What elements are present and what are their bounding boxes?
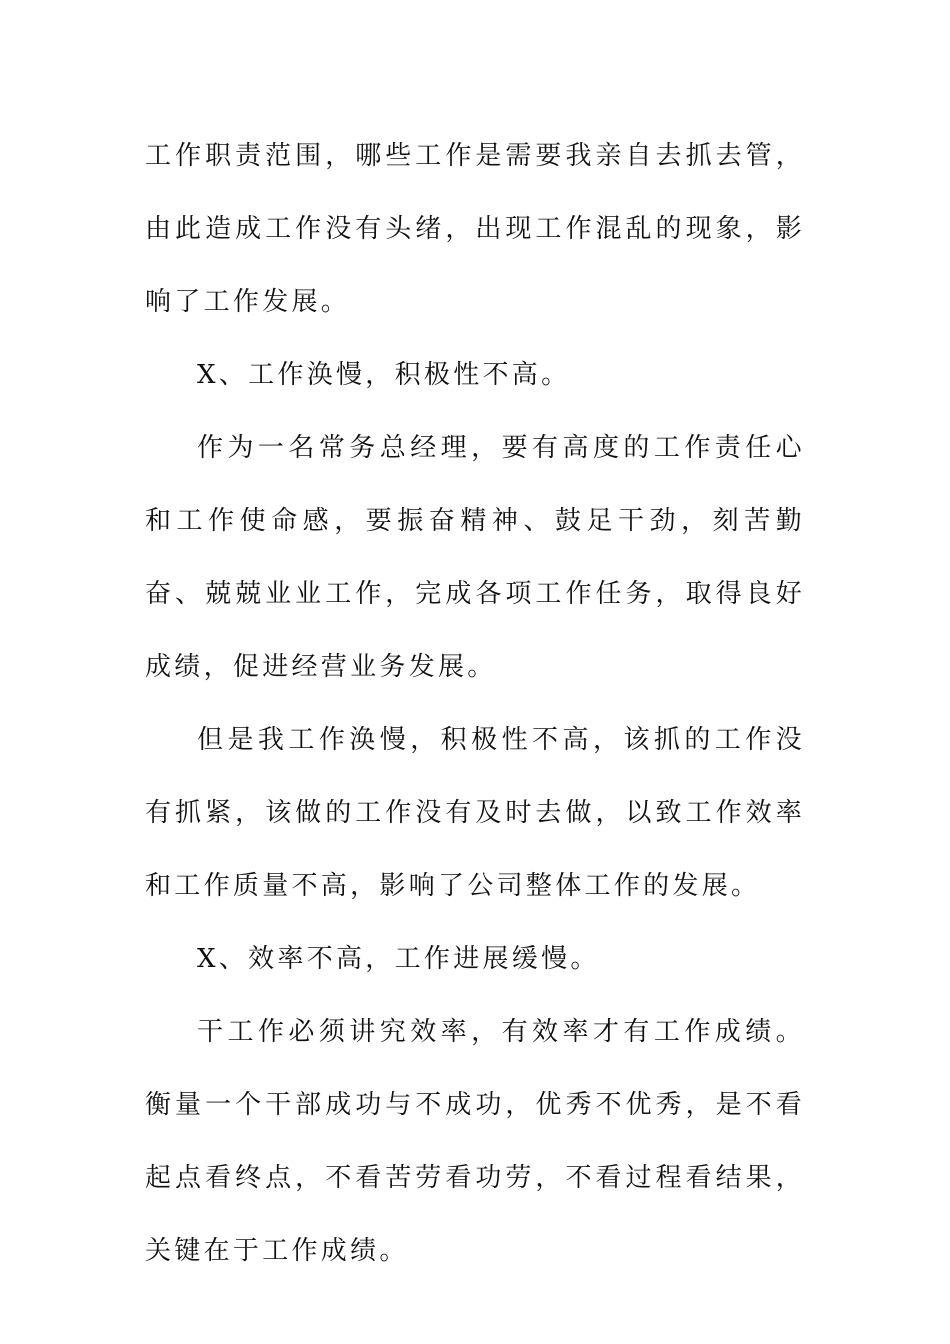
- paragraph-efficiency: 干工作必须讲究效率，有效率才有工作成绩。衡量一个干部成功与不成功，优秀不优秀，是不看起点看终点，不看苦劳看功劳，不看过程看结果，关键在于工作成绩。: [145, 1017, 805, 1266]
- paragraph-shortcoming: 但是我工作涣慢，积极性不高，该抓的工作没有抓紧，该做的工作没有及时去做，以致工作效率和工作质量不高，影响了公司整体工作的发展。: [145, 725, 805, 901]
- paragraph-responsibility: 作为一名常务总经理，要有高度的工作责任心和工作使命感，要振奋精神、鼓足干劲，刻苦勤奋、兢兢业业工作，完成各项工作任务，取得良好成绩，促进经营业务发展。: [145, 433, 805, 682]
- section-heading-efficiency: X、效率不高，工作进展缓慢。: [197, 944, 600, 974]
- section-heading-attitude: X、工作涣慢，积极性不高。: [197, 360, 571, 390]
- paragraph-continuation: 工作职责范围，哪些工作是需要我亲自去抓去管，由此造成工作没有头绪，出现工作混乱的现象，影响了工作发展。: [145, 141, 805, 317]
- body-text: [145, 120, 805, 1288]
